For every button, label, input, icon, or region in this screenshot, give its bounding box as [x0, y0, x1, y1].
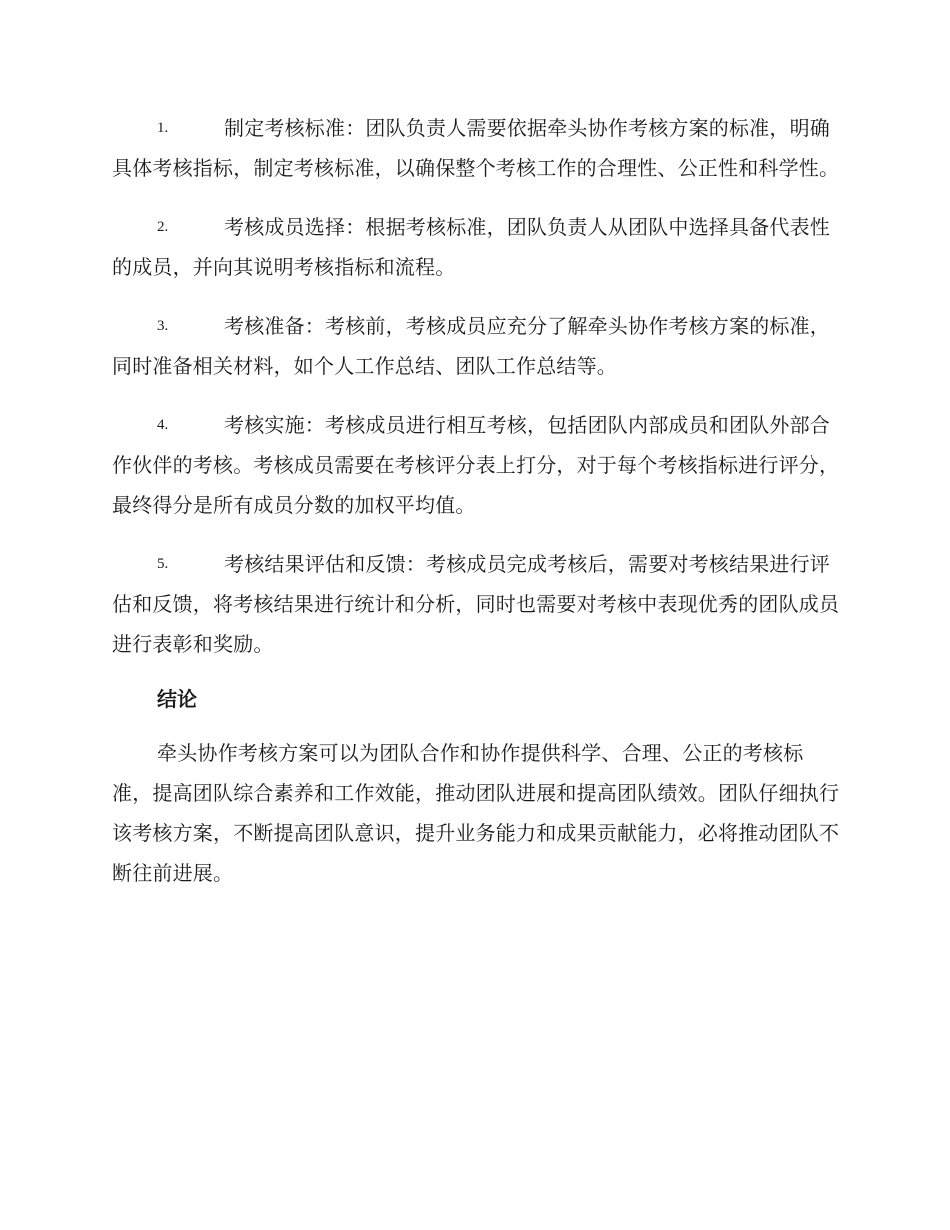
list-item-text: 考核成员选择：根据考核标准，团队负责人从团队中选择具备代表性的成员，并向其说明考核指标和流程。	[112, 215, 830, 279]
list-item-standards	[112, 108, 842, 188]
list-item-number: 1.	[157, 120, 169, 136]
list-item-number: 3.	[157, 318, 169, 334]
list-item-evaluation-feedback	[112, 544, 842, 664]
list-item-text: 考核实施：考核成员进行相互考核，包括团队内部成员和团队外部合作伙伴的考核。考核成员需要在考核评分表上打分，对于每个考核指标进行评分，最终得分是所有成员分数的加权平均值。	[112, 413, 840, 517]
conclusion-paragraph: 牵头协作考核方案可以为团队合作和协作提供科学、合理、公正的考核标准，提高团队综合素养和工作效能，推动团队进展和提高团队绩效。团队仔细执行该考核方案，不断提高团队意识，提升业务能力和成果贡献能力，必将推动团队不断往前进展。	[112, 741, 840, 885]
list-item-member-selection	[112, 207, 842, 287]
list-item-number: 2.	[157, 219, 169, 235]
list-item-text: 制定考核标准：团队负责人需要依据牵头协作考核方案的标准，明确具体考核指标，制定考核标准，以确保整个考核工作的合理性、公正性和科学性。	[112, 116, 840, 180]
list-item-text: 考核准备：考核前，考核成员应充分了解牵头协作考核方案的标准，同时准备相关材料，如个人工作总结、团队工作总结等。	[112, 314, 830, 378]
list-item-implementation	[112, 405, 842, 525]
list-item-preparation	[112, 306, 842, 386]
document-content	[112, 108, 842, 893]
list-item-number: 4.	[157, 417, 169, 433]
list-item-number: 5.	[157, 556, 169, 572]
list-item-text: 考核结果评估和反馈：考核成员完成考核后，需要对考核结果进行评估和反馈，将考核结果进行统计和分析，同时也需要对考核中表现优秀的团队成员进行表彰和奖励。	[112, 552, 840, 656]
conclusion-heading: 结论	[157, 687, 197, 711]
